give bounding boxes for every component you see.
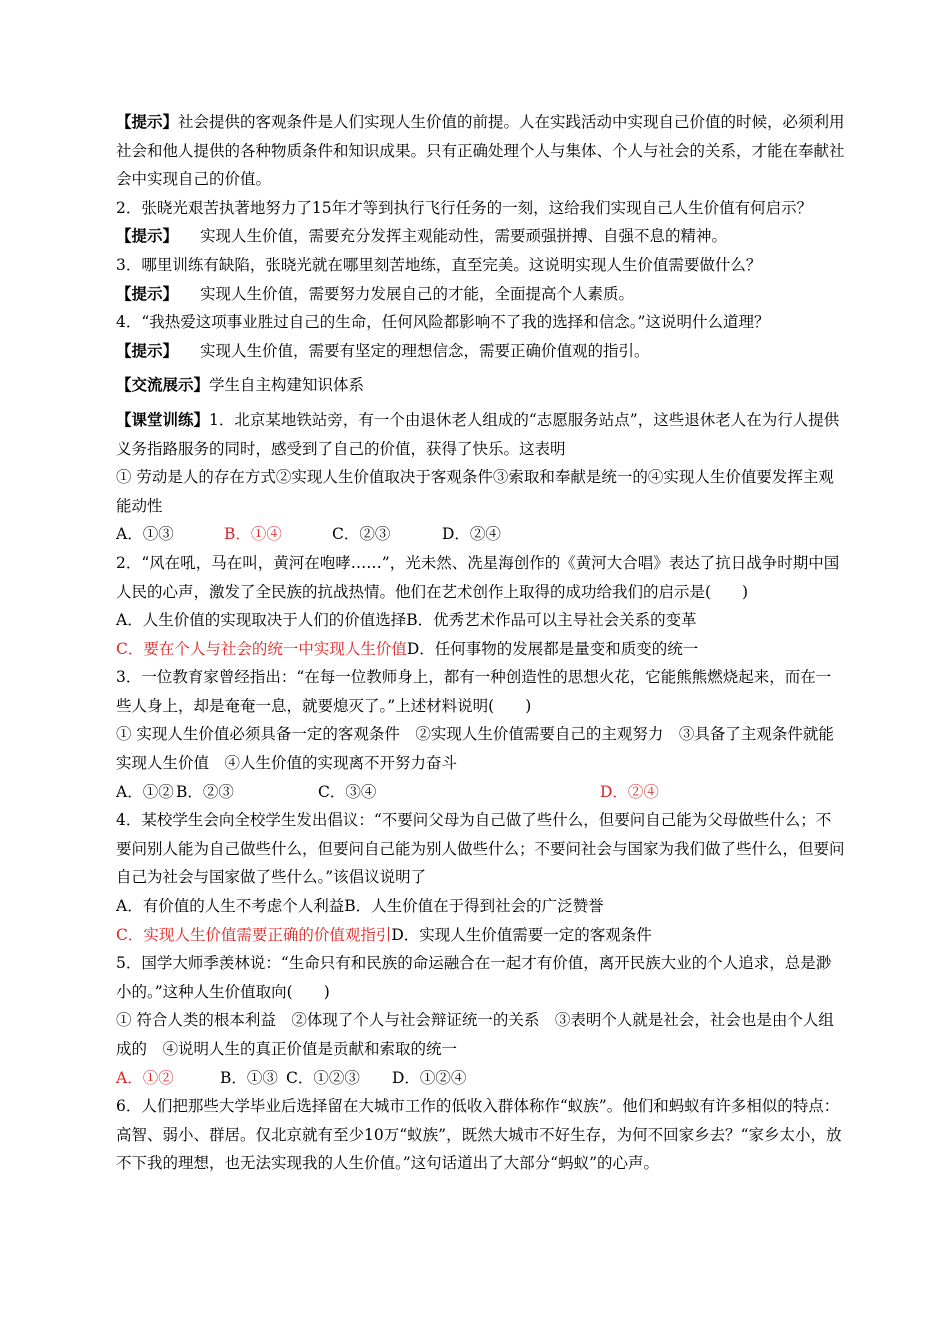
training-item-1-options [116, 520, 846, 549]
training-item-1-statements: ① 劳动是人的存在方式②实现人生价值取决于客观条件③索取和奉献是统一的④实现人生价值要发挥主观能动性 [116, 468, 834, 515]
hint-tag: 【提示】 [116, 283, 179, 303]
training-item-4-stem: 4．某校学生会向全校学生发出倡议：“不要问父母为自己做了些什么，但要问自己能为父母做些什么；不要问别人能为自己做些什么，但要问自己能为别人做些什么；不要问社会与国家为我们做了些什么，但要问自己为社会与国家做了些什么。”该倡议说明了 [116, 811, 845, 887]
option-c-answer: C．实现人生价值需要正确的价值观指引 [116, 925, 392, 944]
hint-text: 实现人生价值，需要充分发挥主观能动性，需要顽强拼搏、自强不息的精神。 [200, 227, 728, 246]
option-d: D．①②④ [392, 1068, 467, 1087]
section-tag: 【课堂训练】 [116, 409, 210, 429]
question-3: 3．哪里训练有缺陷，张晓光就在哪里刻苦地练，直至完美。这说明实现人生价值需要做什么？ [116, 255, 762, 274]
hint-tag: 【提示】 [116, 112, 179, 131]
option-d: D．实现人生价值需要一定的客观条件 [391, 925, 652, 944]
training-item-3-stem: 3．一位教育家曾经指出：“在每一位教师身上，都有一种创造性的思想火花，它能熊熊燃烧起来，而在一些人身上，却是奄奄一息，就要熄灭了。”上述材料说明( ) [116, 668, 832, 715]
training-item-2-row-2 [116, 635, 846, 664]
exchange-section [116, 371, 846, 400]
section-tag: 【交流展示】 [116, 375, 210, 395]
item-stem: 1．北京某地铁站旁，有一个由退休老人组成的“志愿服务站点”，这些退休老人在为行人提供义务指路服务的同时，感受到了自己的价值，获得了快乐。这表明 [116, 410, 840, 458]
q4-hint [116, 337, 846, 366]
option-b: B．②③ [176, 782, 234, 801]
hint-tag: 【提示】 [116, 226, 179, 246]
option-d-answer: D．②④ [600, 782, 659, 801]
q3-hint [116, 280, 846, 309]
training-item-2-row-1 [116, 606, 846, 635]
hint-tag: 【提示】 [116, 340, 179, 360]
training-item-3-statements: ① 实现人生价值必须具备一定的客观条件 ②实现人生价值需要自己的主观努力 ③具备了主观条件就能实现人生价值 ④人生价值的实现离不开努力奋斗 [116, 725, 834, 773]
training-item-4-row-2 [116, 921, 846, 950]
hint-text: 社会提供的客观条件是人们实现人生价值的前提。人在实践活动中实现自己价值的时候，必须利用社会和他人提供的各种物质条件和知识成果。只有正确处理个人与集体、个人与社会的关系，才能在奉献社会中实现自己的价值。 [116, 113, 845, 189]
option-a: A．有价值的人生不考虑个人利益 [116, 897, 345, 916]
option-b: B．①③ [220, 1068, 278, 1087]
option-c: C．②③ [332, 525, 391, 544]
training-item-6-stem: 6．人们把那些大学毕业后选择留在大城市工作的低收入群体称作“蚁族”。他们和蚂蚁有许多相似的特点：高智、弱小、群居。仅北京就有至少10万“蚁族”，既然大城市不好生存，为何不回家乡去？“家乡太小，放不下我的理想，也无法实现我的人生价值。”这句话道出了大部分“蚂蚁”的心声。 [116, 1097, 842, 1173]
training-item-5-statements: ① 符合人类的根本利益 ②体现了个人与社会辩证统一的关系 ③表明个人就是社会，社会也是由个人组成的 ④说明人生的真正价值是贡献和索取的统一 [116, 1011, 834, 1058]
training-item-3-options [116, 778, 846, 807]
option-b-answer: B．①④ [224, 525, 282, 544]
option-d: D．任何事物的发展都是量变和质变的统一 [406, 639, 699, 658]
section-text: 学生自主构建知识体系 [209, 376, 365, 395]
training-item-1-stem [116, 406, 846, 463]
training-item-5-stem: 5．国学大师季羡林说：“生命只有和民族的命运融合在一起才有价值，离开民族大业的个人追求，总是渺小的。”这种人生价值取向( ) [116, 954, 832, 1001]
option-a: A．①② [116, 782, 174, 801]
document-body [116, 108, 846, 1178]
option-a: A．人生价值的实现取决于人们的价值选择 [116, 611, 407, 630]
option-b: B．优秀艺术作品可以主导社会关系的变革 [406, 611, 697, 630]
option-c: C．③④ [318, 782, 377, 801]
option-a-answer: A．①② [116, 1068, 174, 1087]
training-item-4-row-1 [116, 892, 846, 921]
training-item-5-options [116, 1064, 846, 1093]
hint-text: 实现人生价值，需要有坚定的理想信念，需要正确价值观的指引。 [200, 341, 650, 360]
option-c: C．①②③ [286, 1068, 360, 1087]
hint-text: 实现人生价值，需要努力发展自己的才能，全面提高个人素质。 [200, 284, 635, 303]
option-d: D．②④ [442, 525, 501, 544]
option-b: B．人生价值在于得到社会的广泛赞誉 [344, 897, 604, 916]
option-a: A．①③ [116, 525, 174, 544]
option-c-answer: C．要在个人与社会的统一中实现人生价值 [116, 639, 407, 658]
q1-hint [116, 108, 846, 194]
question-4: 4．“我热爱这项事业胜过自己的生命，任何风险都影响不了我的选择和信念。”这说明什么道理？ [116, 313, 770, 332]
question-2: 2．张晓光艰苦执著地努力了15年才等到执行飞行任务的一刻，这给我们实现自己人生价值有何启示？ [116, 198, 813, 217]
q2-hint [116, 222, 846, 251]
training-item-2-stem: 2．“风在吼，马在叫，黄河在咆哮……”，光未然、冼星海创作的《黄河大合唱》表达了抗日战争时期中国人民的心声，激发了全民族的抗战热情。他们在艺术创作上取得的成功给我们的启示是( ) [116, 553, 840, 601]
